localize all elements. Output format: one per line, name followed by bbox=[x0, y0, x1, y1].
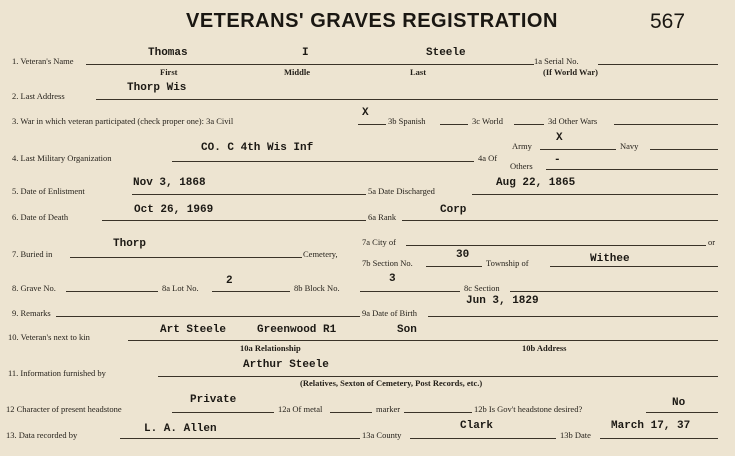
line-others bbox=[546, 169, 718, 170]
form-title: VETERANS' GRAVES REGISTRATION bbox=[186, 10, 558, 32]
label-date: 13b Date bbox=[560, 430, 591, 440]
label-buried-in: 7. Buried in bbox=[12, 249, 53, 259]
line-buried bbox=[70, 257, 302, 258]
civil-mark-value: X bbox=[362, 107, 369, 119]
line-enlistment bbox=[132, 194, 366, 195]
label-furnished-by: 11. Information furnished by bbox=[8, 368, 106, 378]
label-spanish: 3b Spanish bbox=[388, 116, 426, 126]
label-army: Army bbox=[512, 141, 532, 151]
label-others: Others bbox=[510, 161, 533, 171]
discharged-value: Aug 22, 1865 bbox=[496, 177, 576, 189]
others-mark-value: - bbox=[554, 154, 561, 166]
label-world: 3c World bbox=[472, 116, 504, 126]
line-navy bbox=[650, 149, 718, 150]
label-section-no: 7b Section No. bbox=[362, 258, 413, 268]
line-lot-no bbox=[212, 291, 290, 292]
label-lot-no: 8a Lot No. bbox=[162, 283, 199, 293]
label-discharged: 5a Date Discharged bbox=[368, 186, 435, 196]
furnished-by-value: Arthur Steele bbox=[243, 359, 329, 371]
label-city-of: 7a City of bbox=[362, 237, 396, 247]
line-next-of-kin bbox=[128, 340, 718, 341]
label-relationship: 10a Relationship bbox=[240, 343, 301, 353]
line-furnished-by bbox=[158, 376, 718, 377]
label-enlistment: 5. Date of Enlistment bbox=[12, 186, 85, 196]
organization-value: CO. C 4th Wis Inf bbox=[201, 142, 314, 154]
recorded-by-value: L. A. Allen bbox=[144, 423, 217, 435]
label-war: 3. War in which veteran participated (check proper one): 3a Civil bbox=[12, 116, 234, 126]
township-value: Withee bbox=[590, 253, 630, 265]
line-recorded-by bbox=[120, 438, 360, 439]
line-organization bbox=[172, 161, 474, 162]
headstone-value: Private bbox=[190, 394, 237, 406]
line-other-wars bbox=[614, 124, 718, 125]
label-last: Last bbox=[410, 67, 427, 77]
label-cemetery: Cemetery, bbox=[303, 249, 338, 259]
label-last-address: 2. Last Address bbox=[12, 91, 65, 101]
lot-no-value: 2 bbox=[226, 275, 233, 287]
first-name-value: Thomas bbox=[148, 47, 188, 59]
county-value: Clark bbox=[460, 420, 494, 432]
line-civil bbox=[358, 124, 386, 125]
line-spanish bbox=[440, 124, 468, 125]
label-of: 4a Of bbox=[478, 153, 498, 163]
line-county bbox=[410, 438, 556, 439]
line-birth bbox=[428, 316, 718, 317]
label-next-of-kin: 10. Veteran's next to kin bbox=[8, 332, 90, 342]
label-date-of-birth: 9a Date of Birth bbox=[362, 308, 417, 318]
label-if-world-war: (If World War) bbox=[543, 67, 598, 77]
army-mark-value: X bbox=[556, 132, 563, 144]
line-rank bbox=[402, 220, 718, 221]
label-military-org: 4. Last Military Organization bbox=[12, 153, 112, 163]
label-other-wars: 3d Other Wars bbox=[548, 116, 598, 126]
line-name bbox=[86, 64, 534, 65]
label-navy: Navy bbox=[620, 141, 639, 151]
line-section bbox=[510, 291, 718, 292]
last-name-value: Steele bbox=[426, 47, 466, 59]
label-govt-headstone: 12b Is Gov't headstone desired? bbox=[474, 404, 583, 414]
line-block-no bbox=[360, 291, 460, 292]
line-army bbox=[540, 149, 616, 150]
line-govt-headstone bbox=[646, 412, 718, 413]
line-headstone bbox=[172, 412, 274, 413]
kin-relation-value: Son bbox=[397, 324, 417, 336]
line-date bbox=[600, 438, 718, 439]
kin-address-value: Greenwood R1 bbox=[257, 324, 337, 336]
label-rank: 6a Rank bbox=[368, 212, 397, 222]
kin-name-value: Art Steele bbox=[160, 324, 227, 336]
label-remarks: 9. Remarks bbox=[12, 308, 51, 318]
birth-value: Jun 3, 1829 bbox=[466, 295, 539, 307]
line-death bbox=[102, 220, 366, 221]
label-or: or bbox=[708, 237, 716, 247]
date-value: March 17, 37 bbox=[611, 420, 691, 432]
label-marker: marker bbox=[376, 404, 401, 414]
label-section: 8c Section bbox=[464, 283, 500, 293]
section-no-value: 30 bbox=[456, 249, 470, 261]
line-city bbox=[406, 245, 706, 246]
line-of-metal bbox=[330, 412, 372, 413]
line-address bbox=[96, 99, 718, 100]
line-discharged bbox=[472, 194, 718, 195]
card-number: 567 bbox=[650, 10, 686, 33]
label-headstone: 12 Character of present headstone bbox=[6, 404, 122, 414]
line-world bbox=[514, 124, 544, 125]
line-remarks bbox=[56, 316, 360, 317]
label-township: Township of bbox=[486, 258, 529, 268]
label-recorded-by: 13. Data recorded by bbox=[6, 430, 78, 440]
line-township bbox=[550, 266, 718, 267]
label-address: 10b Address bbox=[522, 343, 567, 353]
rank-value: Corp bbox=[440, 204, 467, 216]
label-middle: Middle bbox=[284, 67, 310, 77]
govt-desired-value: No bbox=[672, 397, 686, 409]
label-county: 13a County bbox=[362, 430, 402, 440]
label-of-metal: 12a Of metal bbox=[278, 404, 323, 414]
enlistment-value: Nov 3, 1868 bbox=[133, 177, 206, 189]
label-furnished-sub: (Relatives, Sexton of Cemetery, Post Records, etc.) bbox=[300, 378, 483, 388]
line-grave-no bbox=[66, 291, 158, 292]
label-serial-no: 1a Serial No. bbox=[534, 56, 579, 66]
label-death: 6. Date of Death bbox=[12, 212, 69, 222]
label-veteran-name: 1. Veteran's Name bbox=[12, 56, 74, 66]
label-first: First bbox=[160, 67, 178, 77]
death-value: Oct 26, 1969 bbox=[134, 204, 214, 216]
last-address-value: Thorp Wis bbox=[127, 82, 187, 94]
buried-in-value: Thorp bbox=[113, 238, 147, 250]
label-block-no: 8b Block No. bbox=[294, 283, 340, 293]
block-no-value: 3 bbox=[389, 273, 396, 285]
line-marker bbox=[404, 412, 472, 413]
line-section-no bbox=[426, 266, 482, 267]
line-serial bbox=[598, 64, 718, 65]
label-grave-no: 8. Grave No. bbox=[12, 283, 56, 293]
middle-name-value: I bbox=[302, 47, 309, 59]
